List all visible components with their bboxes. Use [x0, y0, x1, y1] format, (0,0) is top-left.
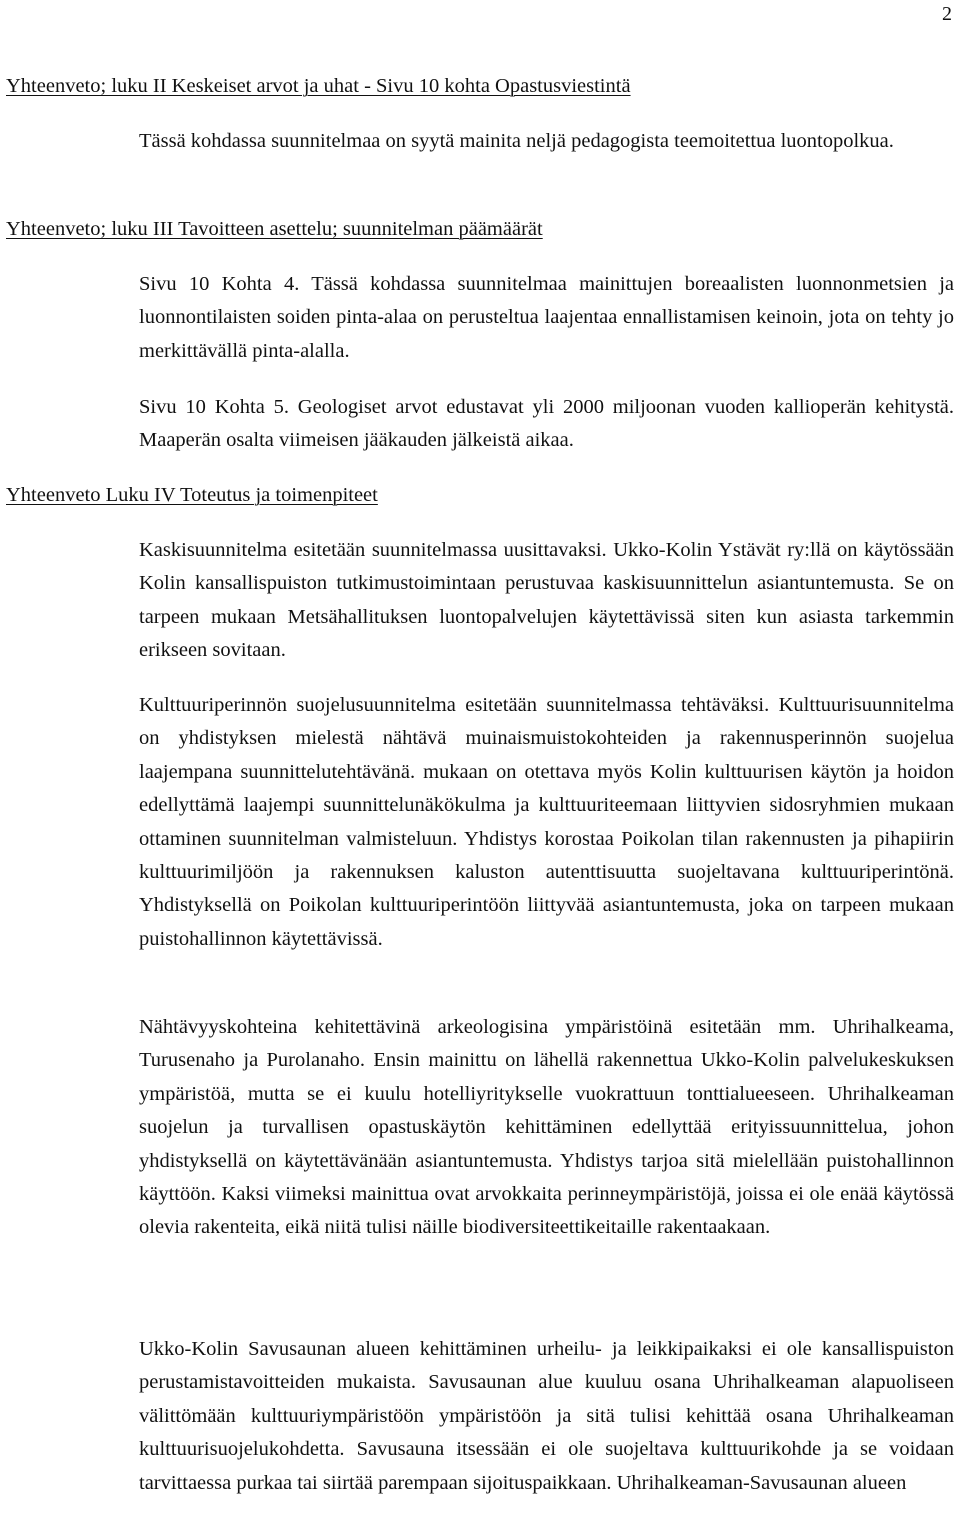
paragraph-nahtavyyskohteet: Nähtävyyskohteina kehitettävinä arkeologisina ympäristöinä esitetään mm. Uhrihalkeama, Turusenaho ja Purolanaho. Ensin mainittu on lähellä rakennettua Ukko-Kolin palvelukeskuksen ympäristöä, mutta se ei kuulu hotelliyritykselle vuokrattuun tonttialueeseen. Uhrihalkeaman suojelun ja turvallisen opastuskäytön kehittäminen edellyttää erityissuunnittelua, johon yhdistyksellä on käytettävänään asiantuntemusta. Yhdistys tarjoa sitä mielellään puistohallinnon käyttöön. Kaksi viimeksi mainittua ovat arvokkaita perinneympäristöjä, joissa ei ole enää käytössä olevia rakenteita, eikä niitä tulisi näille biodiversiteettikeitaille rakentaakaan.	[139, 1016, 954, 1239]
paragraph-kohta-5: Sivu 10 Kohta 5. Geologiset arvot edustavat yli 2000 miljoonan vuoden kallioperän kehitystä. Maaperän osalta viimeisen jääkauden jälkeistä aikaa.	[139, 396, 954, 452]
page-number: 2	[942, 3, 952, 25]
section-heading-luku-ii: Yhteenveto; luku II Keskeiset arvot ja uhat - Sivu 10 kohta Opastusviestintä	[6, 75, 631, 97]
paragraph-kulttuuriperinto: Kulttuuriperinnön suojelusuunnitelma esitetään suunnitelmassa tehtäväksi. Kulttuurisuunnitelma on yhdistyksen mielestä nähtävä muinaismuistokohteiden ja rakennusperinnön suojelua laajempana suunnittelutehtävänä. mukaan on otettava myös Kolin kulttuurisen käytön ja hoidon edellyttämä laajempi suunnittelunäkökulma ja kulttuuriteemaan liittyvien sidosryhmien mukaan ottaminen suunnitelman valmisteluun. Yhdistys korostaa Poikolan tilan rakennusten ja pihapiirin kulttuurimiljöön ja rakennuksen kaluston autenttisuutta suojeltavana kulttuuriperintönä. Yhdistyksellä on Poikolan kulttuuriperintöön liittyvää asiantuntemusta, joka on tarpeen mukaan puistohallinnon käytettävissä.	[139, 694, 954, 950]
section-heading-luku-iv: Yhteenveto Luku IV Toteutus ja toimenpiteet	[6, 484, 378, 506]
paragraph-kaskisuunnitelma: Kaskisuunnitelma esitetään suunnitelmassa uusittavaksi. Ukko-Kolin Ystävät ry:llä on käytössään Kolin kansallispuiston tutkimustoimintaan perustuvaa kaskisuunnittelun asiantuntemusta. Se on tarpeen mukaan Metsähallituksen luontopalvelujen käytettävissä siten kun asiasta tarkemmin erikseen sovitaan.	[139, 539, 954, 662]
paragraph-opastusviestinta: Tässä kohdassa suunnitelmaa on syytä mainita neljä pedagogista teemoitettua luontopolkua.	[139, 130, 894, 152]
paragraph-savusauna: Ukko-Kolin Savusaunan alueen kehittäminen urheilu- ja leikkipaikaksi ei ole kansallispuiston perustamistavoitteiden mukaista. Savusaunan alue kuuluu osana Uhrihalkeaman alapuoliseen välittömään kulttuuriympäristöön ympäristöön ja sitä tulisi kehittää osana Uhrihalkeaman kulttuurisuojelukohdetta. Savusauna itsessään ei ole suojeltava kulttuurikohde ja se voidaan tarvittaessa purkaa tai siirtää parempaan sijoituspaikkaan. Uhrihalkeaman-Savusaunan alueen	[139, 1338, 954, 1494]
paragraph-kohta-4: Sivu 10 Kohta 4. Tässä kohdassa suunnitelmaa mainittujen boreaalisten luonnonmetsien ja luonnontilaisten soiden pinta-alaa on perusteltua laajentaa ennallistamisen keinoin, jota on tehty jo merkittävällä pinta-alalla.	[139, 273, 954, 362]
section-heading-luku-iii: Yhteenveto; luku III Tavoitteen asettelu; suunnitelman päämäärät	[6, 218, 543, 240]
